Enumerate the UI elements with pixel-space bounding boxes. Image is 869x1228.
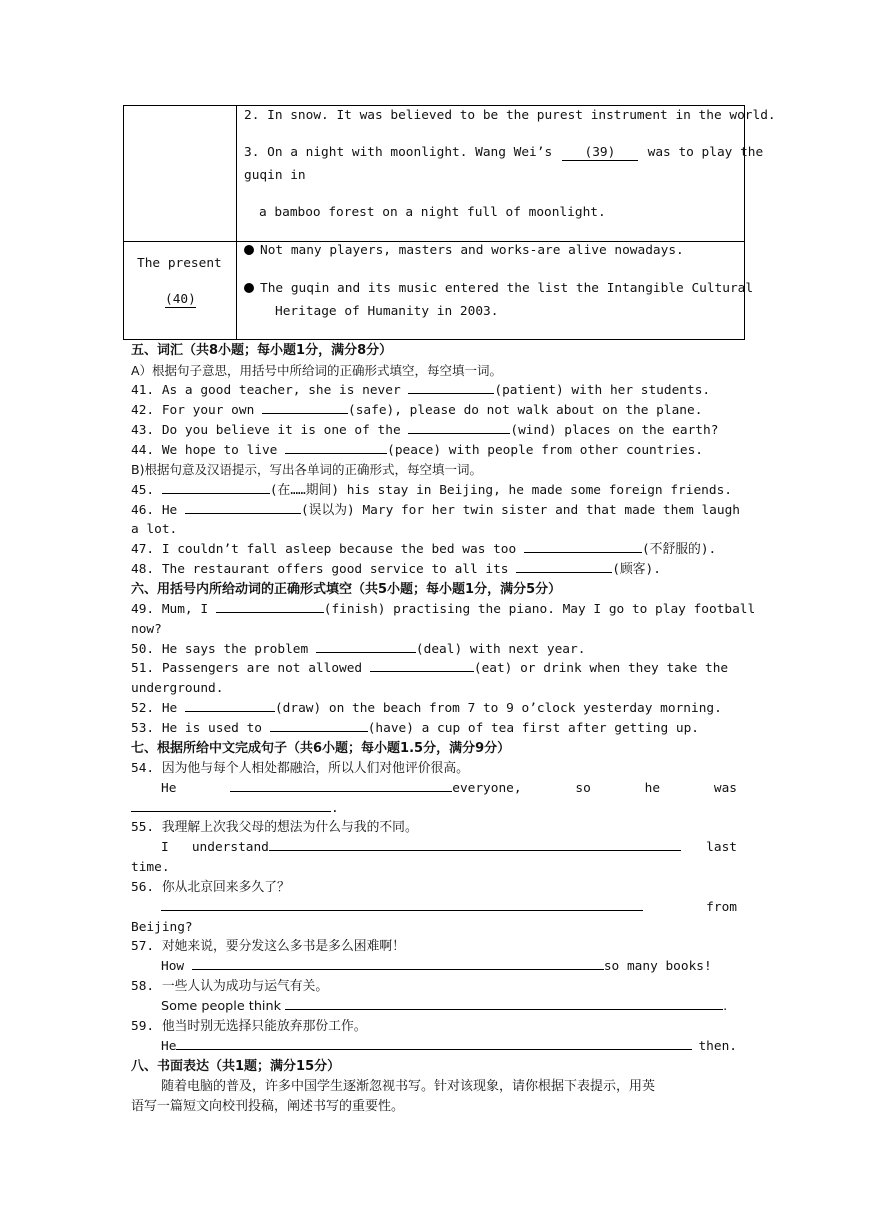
question-58-answer xyxy=(161,997,727,1017)
question-43 xyxy=(131,421,718,441)
q42-text: 42. For your own xyxy=(131,403,255,418)
bullet-item-1 xyxy=(244,243,684,258)
q41-text: 41. As a good teacher, she is never xyxy=(131,383,401,398)
question-55-cont: time. xyxy=(131,860,170,875)
table-row xyxy=(124,106,745,242)
q51-tail: (eat) or drink when they take the xyxy=(473,661,729,676)
section-5-part-b: B)根据句意及汉语提示，写出各单词的正确形式，每空填一词。 xyxy=(131,462,482,477)
q49-text: 49. Mum, I xyxy=(131,602,209,617)
q56-blank[interactable] xyxy=(161,898,643,911)
q58-end: . xyxy=(723,999,728,1014)
q52-tail: (draw) on the beach from 7 to 9 o’clock yesterday morning. xyxy=(274,701,722,716)
q46-tail: (误以为) Mary for her twin sister and that made them laugh xyxy=(300,503,740,518)
q43-text: 43. Do you believe it is one of the xyxy=(131,423,401,438)
q56-from: from xyxy=(706,900,737,915)
question-44 xyxy=(131,441,703,461)
q52-text: 52. He xyxy=(131,701,178,716)
section-8-heading: 八、书面表达（共1题；满分15分） xyxy=(131,1059,341,1074)
q53-blank[interactable] xyxy=(270,719,368,732)
q41-blank[interactable] xyxy=(408,381,494,394)
question-46 xyxy=(131,501,740,521)
table-item-3-text: 3. On a night with moonlight. Wang Wei’s xyxy=(244,145,553,160)
q54-he2: he xyxy=(644,781,661,796)
q46-blank[interactable] xyxy=(185,501,301,514)
bullet-1-text: Not many players, masters and works-are alive nowadays. xyxy=(260,243,684,258)
section-8-instruction-2: 语写一篇短文向校刊投稿，阐述书写的重要性。 xyxy=(131,1099,405,1114)
question-55-chinese: 55. 我理解上次我父母的想法为什么与我的不同。 xyxy=(131,820,418,835)
q54-was: was xyxy=(713,781,737,796)
q47-text: 47. I couldn’t fall asleep because the bed was too xyxy=(131,542,517,557)
q49-tail: (finish) practising the piano. May I go to play football xyxy=(323,602,756,617)
q47-blank[interactable] xyxy=(524,540,642,553)
question-56-chinese: 56. 你从北京回来多久了？ xyxy=(131,880,290,895)
q57-blank[interactable] xyxy=(192,957,604,970)
question-51 xyxy=(131,659,728,679)
q44-blank[interactable] xyxy=(285,441,387,454)
question-57-chinese: 57. 对她来说，要分发这么多书是多么困难啊！ xyxy=(131,939,405,954)
question-52 xyxy=(131,699,722,719)
q54-end: . xyxy=(331,801,339,816)
question-56-answer xyxy=(161,898,737,918)
section-8-instruction-1: 随着电脑的普及，许多中国学生逐渐忽视书写。针对该现象，请你根据下表提示，用英 xyxy=(161,1079,656,1094)
q55-blank[interactable] xyxy=(269,838,681,851)
q44-text: 44. We hope to live xyxy=(131,443,278,458)
bullet-icon xyxy=(244,283,254,293)
q41-tail: (patient) with her students. xyxy=(494,383,711,398)
section-5-heading: 五、词汇（共8小题；每小题1分，满分8分） xyxy=(131,343,393,358)
bullet-2-text: The guqin and its music entered the list the Intangible Cultural xyxy=(260,281,754,296)
question-42 xyxy=(131,401,702,421)
question-50 xyxy=(131,640,585,660)
q45-tail: (在……期间) his stay in Beijing, he made some foreign friends. xyxy=(269,483,732,498)
blank-40: (40) xyxy=(165,292,196,307)
q43-tail: (wind) places on the earth? xyxy=(510,423,719,438)
question-49-cont: now? xyxy=(131,622,162,637)
table-item-3 xyxy=(244,145,763,161)
q55-understand: understand xyxy=(191,840,269,855)
q59-end: then. xyxy=(698,1039,737,1054)
question-59-chinese: 59. 他当时别无选择只能放弃那份工作。 xyxy=(131,1019,367,1034)
q58-blank[interactable] xyxy=(285,997,723,1010)
q44-tail: (peace) with people from other countries. xyxy=(387,443,703,458)
q48-tail: (顾客). xyxy=(612,562,661,577)
bullet-item-2 xyxy=(244,281,753,296)
q42-tail: (safe), please do not walk about on the plane. xyxy=(348,403,703,418)
question-41 xyxy=(131,381,710,401)
table-item-3-cont1: guqin in xyxy=(244,168,306,183)
q51-text: 51. Passengers are not allowed xyxy=(131,661,363,676)
q50-blank[interactable] xyxy=(316,640,416,653)
q57-end: so many books! xyxy=(603,959,712,974)
bullet-2-cont: Heritage of Humanity in 2003. xyxy=(275,304,499,319)
question-54-chinese: 54. 因为他与每个人相处都融洽，所以人们对他评价很高。 xyxy=(131,761,469,776)
q45-blank[interactable] xyxy=(162,481,270,494)
question-59-answer xyxy=(161,1037,737,1057)
q54-everyone: everyone, xyxy=(452,781,522,796)
blank-39: (39) xyxy=(562,145,638,161)
q59-he: He xyxy=(161,1039,177,1054)
question-51-cont: underground. xyxy=(131,681,224,696)
q45-text: 45. xyxy=(131,483,155,498)
q53-text: 53. He is used to xyxy=(131,721,262,736)
question-53 xyxy=(131,719,699,739)
q48-text: 48. The restaurant offers good service to all its xyxy=(131,562,509,577)
q49-blank[interactable] xyxy=(216,600,324,613)
q46-text: 46. He xyxy=(131,503,178,518)
question-58-chinese: 58. 一些人认为成功与运气有关。 xyxy=(131,979,329,994)
q51-blank[interactable] xyxy=(370,659,474,672)
table-item-3-tail: was to play the xyxy=(647,145,764,160)
q47-tail: (不舒服的). xyxy=(641,542,717,557)
q48-blank[interactable] xyxy=(516,560,612,573)
q55-last: last xyxy=(706,840,737,855)
table-cell-empty xyxy=(124,106,237,242)
q54-so: so xyxy=(575,781,591,796)
q43-blank[interactable] xyxy=(408,421,510,434)
q57-how: How xyxy=(161,959,185,974)
section-6-heading: 六、用括号内所给动词的正确形式填空（共5小题；每小题1分，满分5分） xyxy=(131,582,562,597)
question-54-answer xyxy=(161,779,737,799)
section-7-heading: 七、根据所给中文完成句子（共6小题；每小题1.5分，满分9分） xyxy=(131,741,511,756)
question-56-cont: Beijing? xyxy=(131,920,193,935)
question-57-answer xyxy=(161,957,712,977)
q52-blank[interactable] xyxy=(185,699,275,712)
q59-blank[interactable] xyxy=(176,1037,692,1050)
table-item-3-cont2: a bamboo forest on a night full of moonlight. xyxy=(259,205,606,220)
q42-blank[interactable] xyxy=(262,401,348,414)
q50-tail: (deal) with next year. xyxy=(415,642,586,657)
question-49 xyxy=(131,600,755,620)
question-55-answer xyxy=(161,838,737,858)
question-47 xyxy=(131,540,716,560)
q54-blank-2[interactable] xyxy=(131,799,331,812)
q58-text: Some people think xyxy=(161,999,282,1014)
present-label: The present xyxy=(137,256,222,271)
q54-blank-1[interactable] xyxy=(230,779,452,792)
question-45 xyxy=(131,481,732,501)
q53-tail: (have) a cup of tea first after getting up. xyxy=(367,721,699,736)
question-48 xyxy=(131,560,661,580)
bullet-icon xyxy=(244,245,254,255)
table-cell-history xyxy=(237,106,745,242)
question-46-cont: a lot. xyxy=(131,522,178,537)
section-5-part-a: A）根据句子意思，用括号中所给词的正确形式填空，每空填一词。 xyxy=(131,363,503,378)
q50-text: 50. He says the problem xyxy=(131,642,309,657)
q54-he: He xyxy=(161,781,177,796)
question-54-cont xyxy=(131,799,339,819)
q55-i: I xyxy=(161,840,169,855)
table-item-2: 2. In snow. It was believed to be the purest instrument in the world. xyxy=(244,108,776,123)
